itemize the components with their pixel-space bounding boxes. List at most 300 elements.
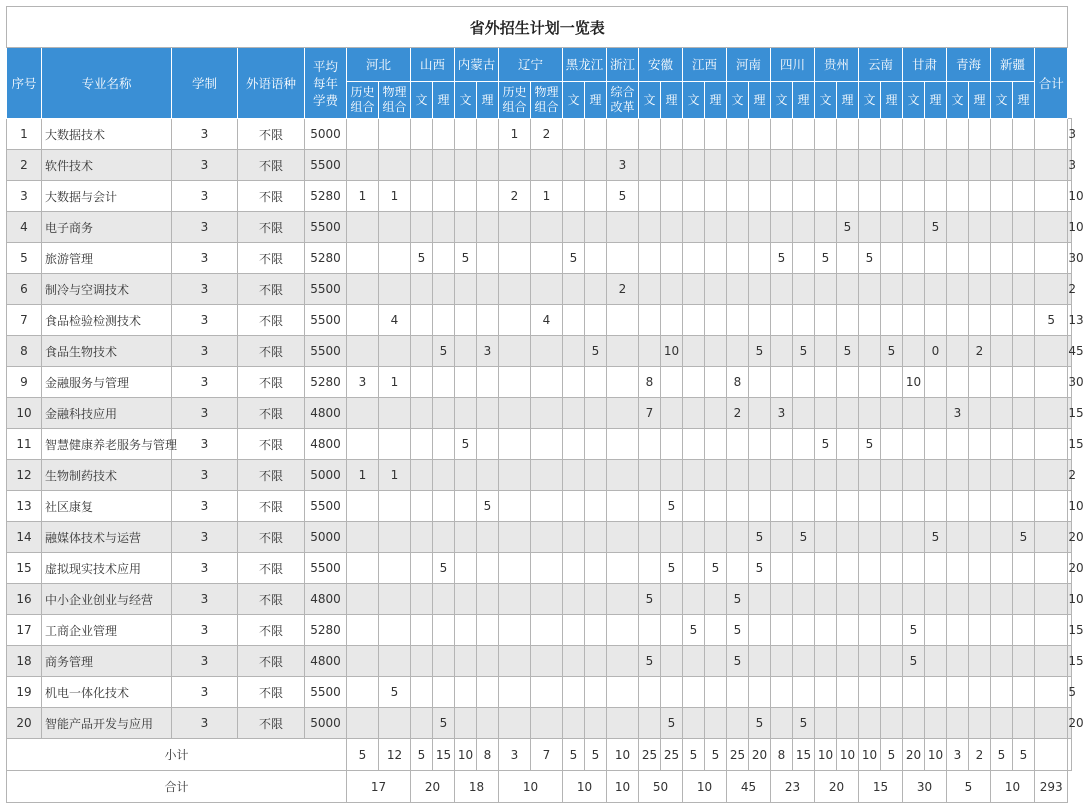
row-quota-cell [607, 584, 639, 615]
row-quota-cell [705, 646, 727, 677]
row-fee: 5280 [305, 367, 347, 398]
row-quota-cell [969, 212, 991, 243]
row-quota-cell [771, 646, 793, 677]
row-quota-cell [531, 367, 563, 398]
row-quota-cell [947, 181, 969, 212]
table-row [7, 429, 1072, 460]
row-quota-cell [793, 646, 815, 677]
row-quota-cell [705, 677, 727, 708]
row-quota-cell [771, 367, 793, 398]
header-language: 外语语种 [238, 48, 305, 119]
row-quota-cell [639, 336, 661, 367]
row-quota-cell: 1 [347, 460, 379, 491]
row-total: 10 [1068, 212, 1072, 243]
row-fee: 5280 [305, 243, 347, 274]
plan-table [6, 6, 1084, 803]
row-quota-cell [607, 491, 639, 522]
row-quota-cell [903, 460, 925, 491]
row-quota-cell [991, 677, 1013, 708]
row-quota-cell [661, 646, 683, 677]
row-quota-cell [661, 305, 683, 336]
row-quota-cell [585, 367, 607, 398]
row-quota-cell [585, 212, 607, 243]
grandtotal-province-cell: 20 [815, 771, 859, 803]
row-quota-cell: 5 [749, 336, 771, 367]
row-quota-cell [727, 491, 749, 522]
row-quota-cell [881, 491, 903, 522]
row-quota-cell [379, 150, 411, 181]
row-quota-cell [411, 677, 433, 708]
row-quota-cell [1035, 677, 1068, 708]
row-major-name: 智慧健康养老服务与管理 [42, 429, 172, 460]
row-quota-cell [947, 367, 969, 398]
row-quota-cell [903, 181, 925, 212]
row-quota-cell [585, 181, 607, 212]
row-quota-cell [705, 243, 727, 274]
row-quota-cell: 2 [969, 336, 991, 367]
row-quota-cell [563, 491, 585, 522]
row-major-name: 机电一体化技术 [42, 677, 172, 708]
row-quota-cell [947, 212, 969, 243]
row-quota-cell [585, 553, 607, 584]
row-quota-cell [477, 646, 499, 677]
grandtotal-province-cell: 10 [563, 771, 607, 803]
row-quota-cell [563, 553, 585, 584]
row-seq: 14 [7, 522, 42, 553]
row-quota-cell [477, 429, 499, 460]
row-quota-cell [859, 460, 881, 491]
row-quota-cell [607, 398, 639, 429]
row-quota-cell: 5 [433, 708, 455, 739]
row-quota-cell [881, 553, 903, 584]
row-quota-cell [563, 119, 585, 150]
header-province: 四川 [771, 48, 815, 82]
row-quota-cell [683, 708, 705, 739]
row-quota-cell [411, 398, 433, 429]
row-language: 不限 [238, 553, 305, 584]
header-subcolumn: 理 [925, 82, 947, 119]
grandtotal-total-cell: 293 [1035, 771, 1068, 803]
table-row [7, 646, 1072, 677]
row-quota-cell: 0 [925, 336, 947, 367]
row-quota-cell [771, 274, 793, 305]
row-quota-cell [991, 305, 1013, 336]
row-quota-cell [1013, 429, 1035, 460]
subtotal-cell: 3 [947, 739, 969, 771]
row-quota-cell: 1 [531, 181, 563, 212]
header-total: 合计 [1035, 48, 1068, 119]
row-quota-cell [379, 274, 411, 305]
row-quota-cell [793, 398, 815, 429]
row-quota-cell [881, 460, 903, 491]
row-quota-cell [347, 398, 379, 429]
row-quota-cell: 2 [499, 181, 531, 212]
header-province: 辽宁 [499, 48, 563, 82]
header-subcolumn: 文 [815, 82, 837, 119]
row-quota-cell: 5 [749, 522, 771, 553]
row-quota-cell: 5 [815, 243, 837, 274]
subtotal-cell [1035, 739, 1068, 771]
header-subcolumn: 文 [411, 82, 433, 119]
row-quota-cell [433, 398, 455, 429]
row-quota-cell [531, 398, 563, 429]
subtotal-cell: 5 [1013, 739, 1035, 771]
row-total: 45 [1068, 336, 1072, 367]
row-quota-cell [969, 181, 991, 212]
row-major-name: 融媒体技术与运营 [42, 522, 172, 553]
row-quota-cell [793, 615, 815, 646]
row-quota-cell [455, 553, 477, 584]
row-quota-cell [771, 305, 793, 336]
header-subcolumn: 物理组合 [379, 82, 411, 119]
row-seq: 6 [7, 274, 42, 305]
row-quota-cell [499, 677, 531, 708]
row-language: 不限 [238, 274, 305, 305]
row-quota-cell [499, 584, 531, 615]
row-quota-cell [531, 553, 563, 584]
row-quota-cell [347, 491, 379, 522]
row-quota-cell [683, 181, 705, 212]
row-quota-cell [859, 119, 881, 150]
row-seq: 2 [7, 150, 42, 181]
row-quota-cell [859, 553, 881, 584]
row-quota-cell [639, 212, 661, 243]
row-quota-cell [683, 646, 705, 677]
row-quota-cell [947, 553, 969, 584]
row-major-name: 智能产品开发与应用 [42, 708, 172, 739]
row-quota-cell: 5 [793, 708, 815, 739]
row-major-name: 商务管理 [42, 646, 172, 677]
row-quota-cell [859, 305, 881, 336]
row-quota-cell [793, 243, 815, 274]
row-years: 3 [172, 429, 238, 460]
row-quota-cell [969, 243, 991, 274]
row-fee: 5280 [305, 615, 347, 646]
row-quota-cell [881, 615, 903, 646]
row-language: 不限 [238, 181, 305, 212]
row-quota-cell [991, 584, 1013, 615]
row-quota-cell [433, 522, 455, 553]
row-quota-cell [991, 708, 1013, 739]
table-row [7, 336, 1072, 367]
row-quota-cell [1013, 584, 1035, 615]
grandtotal-province-cell: 15 [859, 771, 903, 803]
row-fee: 4800 [305, 584, 347, 615]
header-province: 河北 [347, 48, 411, 82]
row-quota-cell [859, 367, 881, 398]
row-quota-cell [379, 243, 411, 274]
subtotal-cell: 25 [639, 739, 661, 771]
row-quota-cell [903, 491, 925, 522]
row-quota-cell [727, 429, 749, 460]
row-quota-cell [925, 584, 947, 615]
row-quota-cell [837, 708, 859, 739]
header-subcolumn: 文 [947, 82, 969, 119]
row-quota-cell [727, 522, 749, 553]
row-quota-cell [947, 708, 969, 739]
row-quota-cell [607, 305, 639, 336]
row-quota-cell [411, 212, 433, 243]
row-seq: 18 [7, 646, 42, 677]
row-quota-cell: 2 [727, 398, 749, 429]
row-quota-cell [749, 677, 771, 708]
row-quota-cell [661, 367, 683, 398]
row-quota-cell [925, 429, 947, 460]
row-quota-cell [969, 274, 991, 305]
row-quota-cell [815, 553, 837, 584]
row-quota-cell [837, 522, 859, 553]
row-quota-cell [925, 553, 947, 584]
row-quota-cell [433, 212, 455, 243]
row-quota-cell [903, 150, 925, 181]
row-quota-cell: 3 [771, 398, 793, 429]
row-major-name: 金融科技应用 [42, 398, 172, 429]
table-row [7, 212, 1072, 243]
row-quota-cell [991, 460, 1013, 491]
subtotal-cell: 5 [563, 739, 585, 771]
row-major-name: 食品检验检测技术 [42, 305, 172, 336]
row-quota-cell [455, 305, 477, 336]
row-seq: 12 [7, 460, 42, 491]
row-quota-cell [837, 398, 859, 429]
row-quota-cell [947, 429, 969, 460]
row-quota-cell: 5 [683, 615, 705, 646]
header-province: 江西 [683, 48, 727, 82]
row-quota-cell [477, 677, 499, 708]
row-quota-cell [771, 615, 793, 646]
row-quota-cell [455, 491, 477, 522]
row-quota-cell [793, 181, 815, 212]
row-quota-cell: 5 [661, 708, 683, 739]
row-quota-cell [925, 181, 947, 212]
row-major-name: 大数据技术 [42, 119, 172, 150]
row-quota-cell: 10 [903, 367, 925, 398]
row-quota-cell [531, 243, 563, 274]
row-language: 不限 [238, 708, 305, 739]
row-quota-cell [903, 212, 925, 243]
row-quota-cell [477, 305, 499, 336]
row-language: 不限 [238, 150, 305, 181]
row-quota-cell [477, 553, 499, 584]
row-quota-cell [477, 398, 499, 429]
row-major-name: 电子商务 [42, 212, 172, 243]
subtotal-cell: 10 [925, 739, 947, 771]
row-quota-cell [925, 398, 947, 429]
row-quota-cell: 5 [639, 584, 661, 615]
row-quota-cell [347, 274, 379, 305]
row-quota-cell [947, 150, 969, 181]
row-quota-cell [771, 429, 793, 460]
row-total: 2 [1068, 274, 1072, 305]
row-quota-cell [499, 274, 531, 305]
row-quota-cell [903, 584, 925, 615]
row-years: 3 [172, 522, 238, 553]
row-quota-cell [585, 119, 607, 150]
row-total: 3 [1068, 119, 1072, 150]
row-quota-cell [947, 119, 969, 150]
row-quota-cell: 5 [727, 646, 749, 677]
row-quota-cell [607, 429, 639, 460]
row-quota-cell [771, 677, 793, 708]
row-quota-cell [1035, 119, 1068, 150]
row-quota-cell [563, 429, 585, 460]
row-quota-cell [347, 150, 379, 181]
row-quota-cell [881, 181, 903, 212]
row-quota-cell [815, 708, 837, 739]
row-quota-cell: 5 [859, 243, 881, 274]
row-quota-cell [1013, 708, 1035, 739]
row-quota-cell [749, 181, 771, 212]
subtotal-cell: 25 [661, 739, 683, 771]
row-quota-cell [1013, 119, 1035, 150]
row-quota-cell [793, 150, 815, 181]
table-row [7, 460, 1072, 491]
row-years: 3 [172, 243, 238, 274]
row-quota-cell [683, 398, 705, 429]
row-quota-cell [411, 336, 433, 367]
row-quota-cell [815, 336, 837, 367]
row-total: 3 [1068, 150, 1072, 181]
row-quota-cell [531, 274, 563, 305]
row-quota-cell: 5 [1035, 305, 1068, 336]
row-quota-cell [411, 646, 433, 677]
row-fee: 5500 [305, 491, 347, 522]
row-total: 15 [1068, 429, 1072, 460]
row-quota-cell [705, 708, 727, 739]
row-quota-cell [455, 677, 477, 708]
row-quota-cell [815, 398, 837, 429]
row-major-name: 软件技术 [42, 150, 172, 181]
header-years: 学制 [172, 48, 238, 119]
row-quota-cell [991, 553, 1013, 584]
row-quota-cell [837, 274, 859, 305]
table-title: 省外招生计划一览表 [7, 7, 1068, 48]
row-quota-cell [1035, 212, 1068, 243]
row-fee: 5500 [305, 305, 347, 336]
row-quota-cell: 3 [477, 336, 499, 367]
row-quota-cell [881, 305, 903, 336]
row-quota-cell [683, 460, 705, 491]
row-quota-cell [815, 274, 837, 305]
subtotal-cell: 5 [991, 739, 1013, 771]
row-quota-cell [347, 429, 379, 460]
row-quota-cell [379, 708, 411, 739]
row-quota-cell [531, 150, 563, 181]
row-quota-cell: 5 [815, 429, 837, 460]
row-quota-cell [859, 212, 881, 243]
row-years: 3 [172, 274, 238, 305]
header-subcolumn: 历史组合 [499, 82, 531, 119]
header-subcolumn: 文 [455, 82, 477, 119]
row-quota-cell [585, 708, 607, 739]
row-quota-cell [705, 584, 727, 615]
row-quota-cell: 2 [607, 274, 639, 305]
row-quota-cell [903, 336, 925, 367]
row-quota-cell [727, 150, 749, 181]
subtotal-cell: 15 [793, 739, 815, 771]
row-quota-cell [531, 584, 563, 615]
row-years: 3 [172, 119, 238, 150]
row-quota-cell [1013, 150, 1035, 181]
row-quota-cell [661, 181, 683, 212]
row-quota-cell [881, 119, 903, 150]
row-quota-cell [347, 646, 379, 677]
row-quota-cell [585, 615, 607, 646]
row-language: 不限 [238, 584, 305, 615]
row-quota-cell [947, 677, 969, 708]
row-quota-cell [585, 398, 607, 429]
row-quota-cell [531, 615, 563, 646]
row-quota-cell [991, 522, 1013, 553]
row-quota-cell [477, 274, 499, 305]
header-subcolumn: 历史组合 [347, 82, 379, 119]
row-quota-cell [607, 553, 639, 584]
subtotal-cell: 5 [705, 739, 727, 771]
row-total: 20 [1068, 522, 1072, 553]
row-quota-cell [563, 708, 585, 739]
row-quota-cell [1035, 429, 1068, 460]
row-quota-cell [727, 708, 749, 739]
row-quota-cell [947, 305, 969, 336]
subtotal-cell: 8 [477, 739, 499, 771]
row-language: 不限 [238, 119, 305, 150]
row-quota-cell [727, 305, 749, 336]
row-quota-cell: 5 [433, 553, 455, 584]
grandtotal-province-cell: 10 [607, 771, 639, 803]
row-quota-cell [771, 181, 793, 212]
row-quota-cell: 1 [347, 181, 379, 212]
row-quota-cell [1013, 677, 1035, 708]
row-quota-cell [727, 212, 749, 243]
row-quota-cell [881, 150, 903, 181]
row-quota-cell [433, 274, 455, 305]
row-quota-cell: 5 [771, 243, 793, 274]
row-quota-cell [433, 584, 455, 615]
row-major-name: 制冷与空调技术 [42, 274, 172, 305]
row-quota-cell [727, 181, 749, 212]
row-quota-cell: 5 [727, 615, 749, 646]
row-seq: 15 [7, 553, 42, 584]
row-seq: 10 [7, 398, 42, 429]
row-quota-cell [793, 460, 815, 491]
row-quota-cell [455, 460, 477, 491]
subtotal-cell: 10 [815, 739, 837, 771]
row-quota-cell [1013, 212, 1035, 243]
row-quota-cell [969, 553, 991, 584]
row-quota-cell [925, 119, 947, 150]
row-quota-cell [1013, 646, 1035, 677]
row-years: 3 [172, 305, 238, 336]
row-quota-cell [881, 398, 903, 429]
row-quota-cell [837, 367, 859, 398]
subtotal-cell: 20 [749, 739, 771, 771]
row-quota-cell [815, 615, 837, 646]
row-quota-cell [411, 150, 433, 181]
row-total: 15 [1068, 398, 1072, 429]
row-quota-cell [925, 150, 947, 181]
row-quota-cell [727, 119, 749, 150]
table-row [7, 181, 1072, 212]
row-quota-cell: 5 [837, 336, 859, 367]
header-subcolumn: 文 [903, 82, 925, 119]
row-quota-cell [1035, 243, 1068, 274]
header-subcolumn: 理 [793, 82, 815, 119]
row-quota-cell [411, 708, 433, 739]
row-quota-cell: 5 [859, 429, 881, 460]
row-language: 不限 [238, 615, 305, 646]
row-quota-cell [585, 460, 607, 491]
row-quota-cell: 5 [903, 615, 925, 646]
